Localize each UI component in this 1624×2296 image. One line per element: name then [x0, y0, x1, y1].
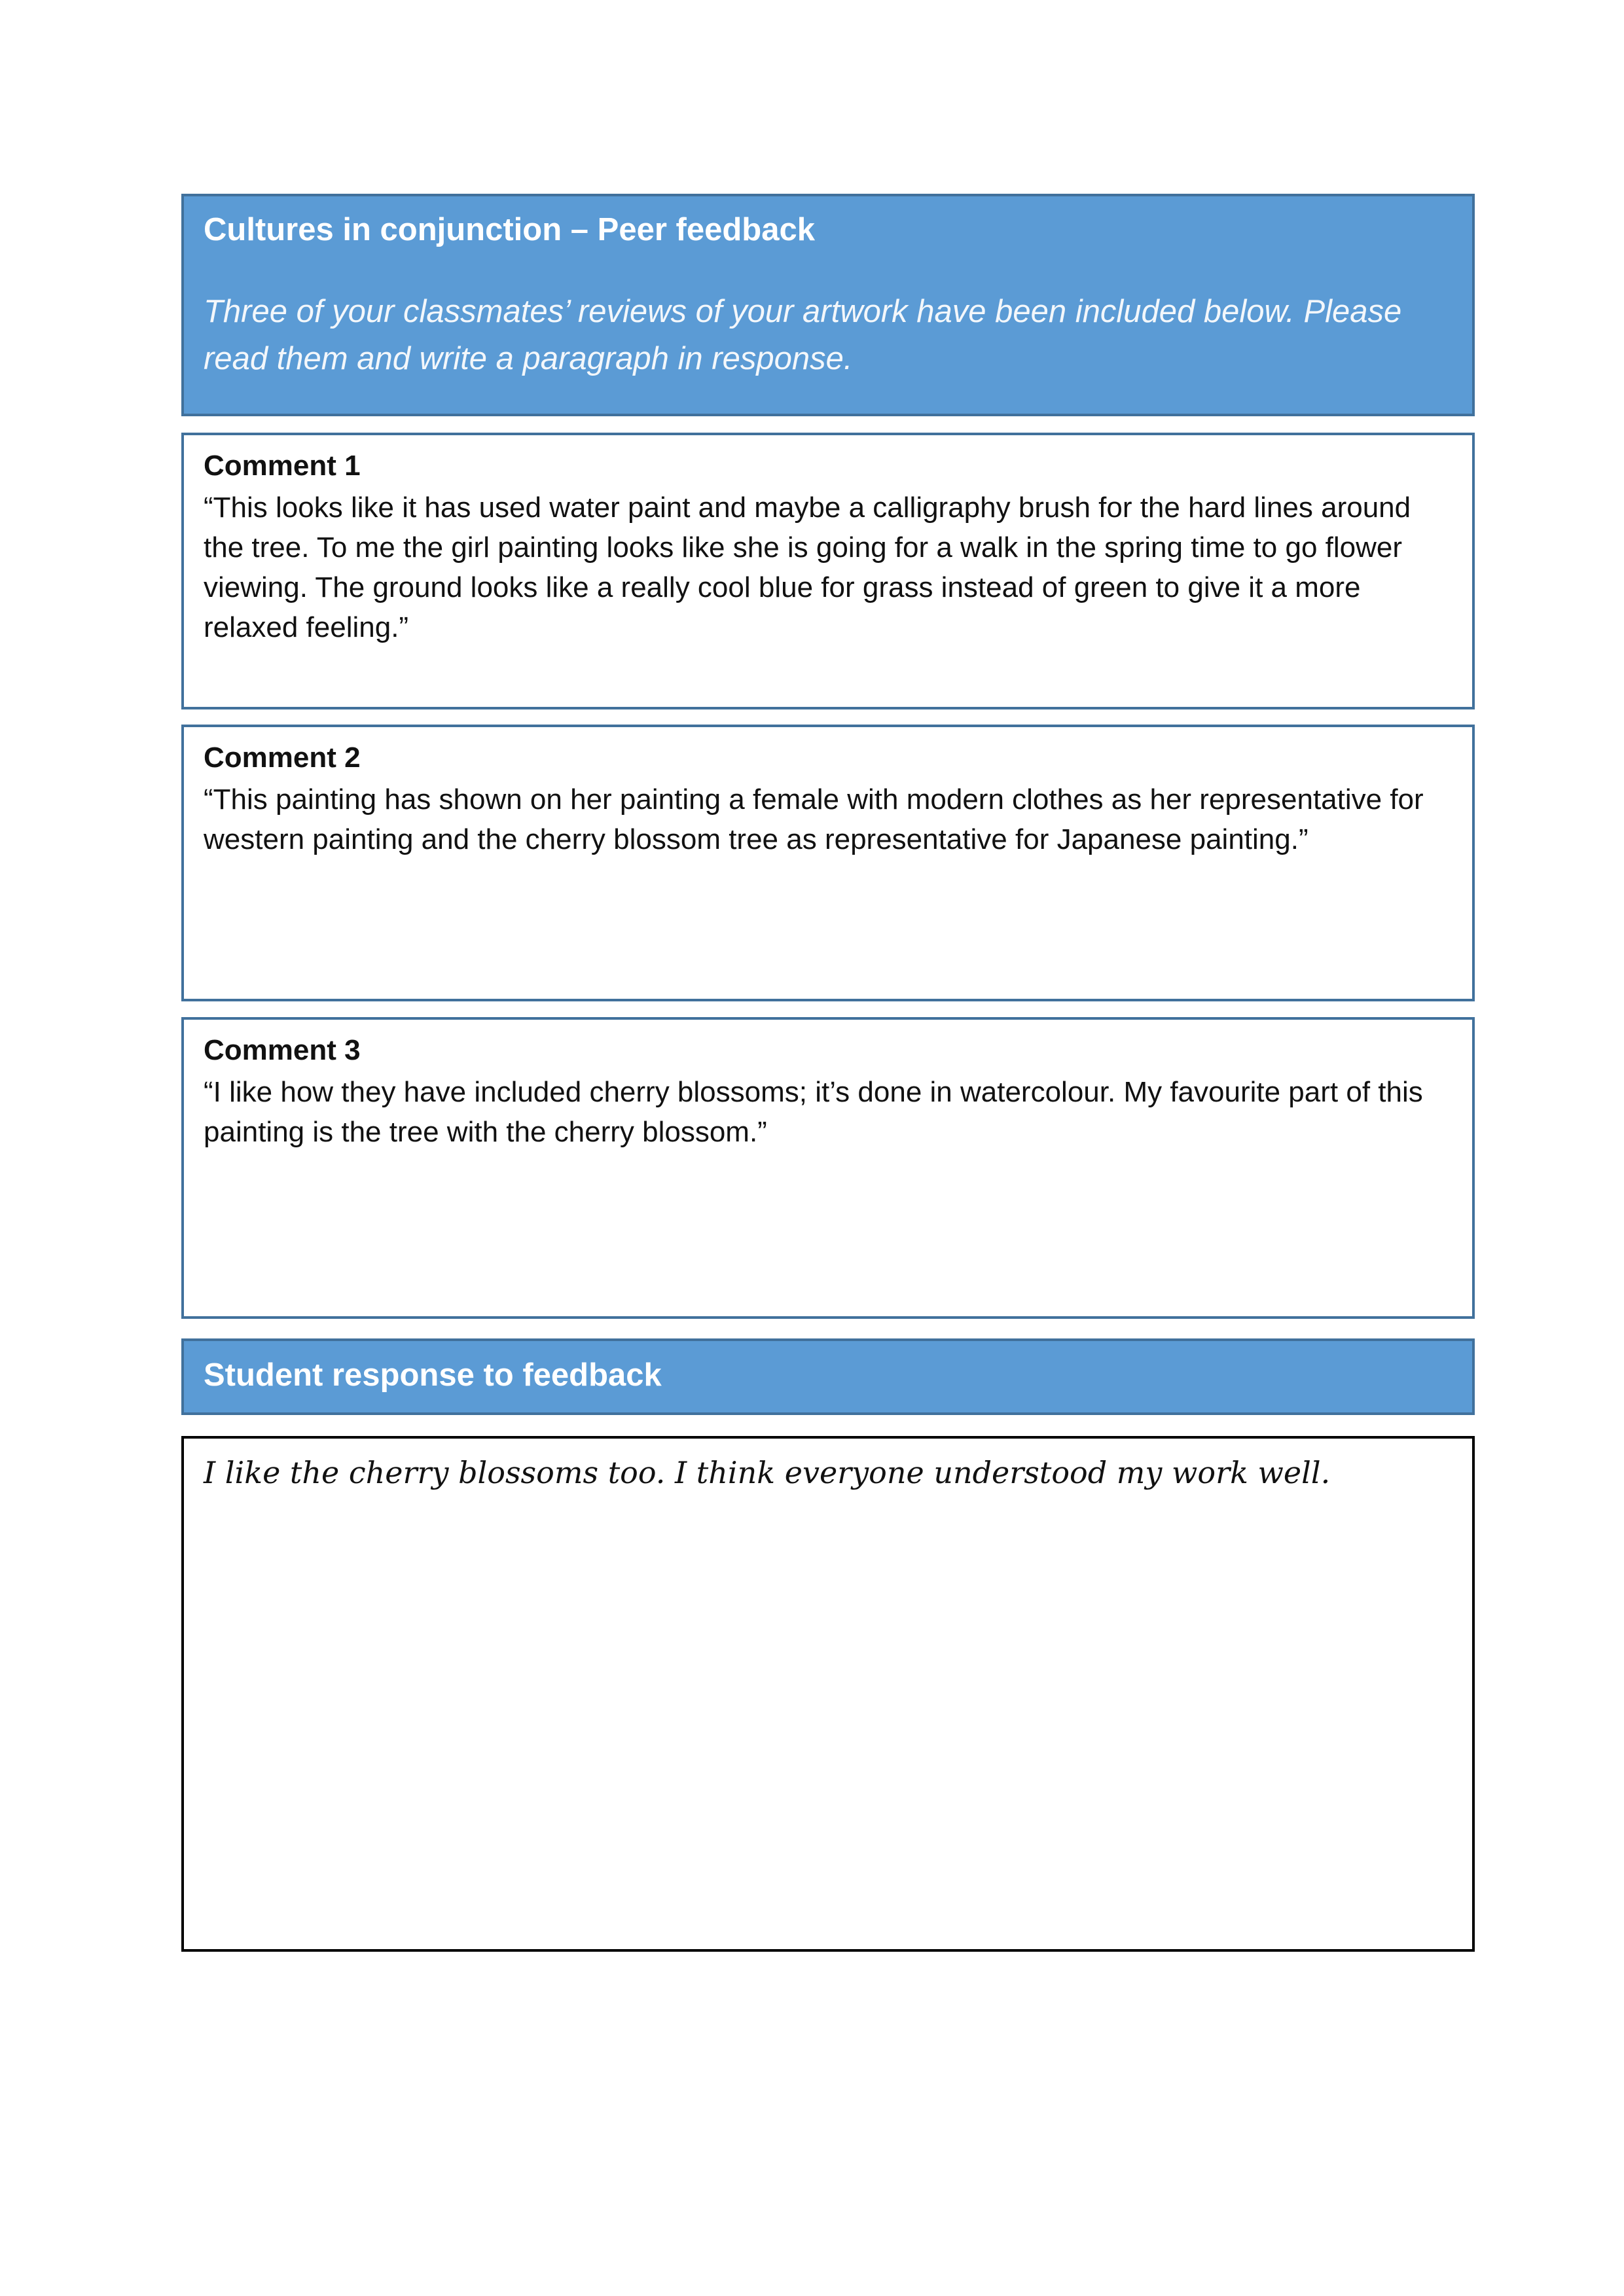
comment-box-2	[181, 725, 1475, 1001]
comment-label: Comment 3	[204, 1034, 361, 1066]
comment-box-3	[181, 1017, 1475, 1319]
comment-text: “I like how they have included cherry blossoms; it’s done in watercolour. My favourite part of this painting is the tree with the cherry blossom.”	[204, 1076, 1423, 1148]
worksheet-title: Cultures in conjunction – Peer feedback	[204, 212, 815, 247]
response-title: Student response to feedback	[204, 1357, 662, 1393]
comment-text: “This looks like it has used water paint and maybe a calligraphy brush for the hard lines around the tree. To me the girl painting looks like she is going for a walk in the spring time to go flower viewing. The ground looks like a really cool blue for grass instead of green to give it a more relaxed feeling.”	[204, 492, 1411, 643]
comment-label: Comment 1	[204, 450, 361, 482]
response-header	[181, 1338, 1475, 1415]
comment-box-1	[181, 433, 1475, 709]
worksheet-header	[181, 194, 1475, 416]
response-field[interactable]	[181, 1436, 1475, 1952]
worksheet-instructions: Three of your classmates’ reviews of your artwork have been included below. Please read them and write a paragraph in response.	[204, 294, 1402, 376]
comment-label: Comment 2	[204, 742, 361, 774]
comment-text: “This painting has shown on her painting a female with modern clothes as her representative for western painting and the cherry blossom tree as representative for Japanese painting.”	[204, 783, 1424, 855]
response-text: I like the cherry blossoms too. I think everyone understood my work well.	[204, 1455, 1331, 1490]
